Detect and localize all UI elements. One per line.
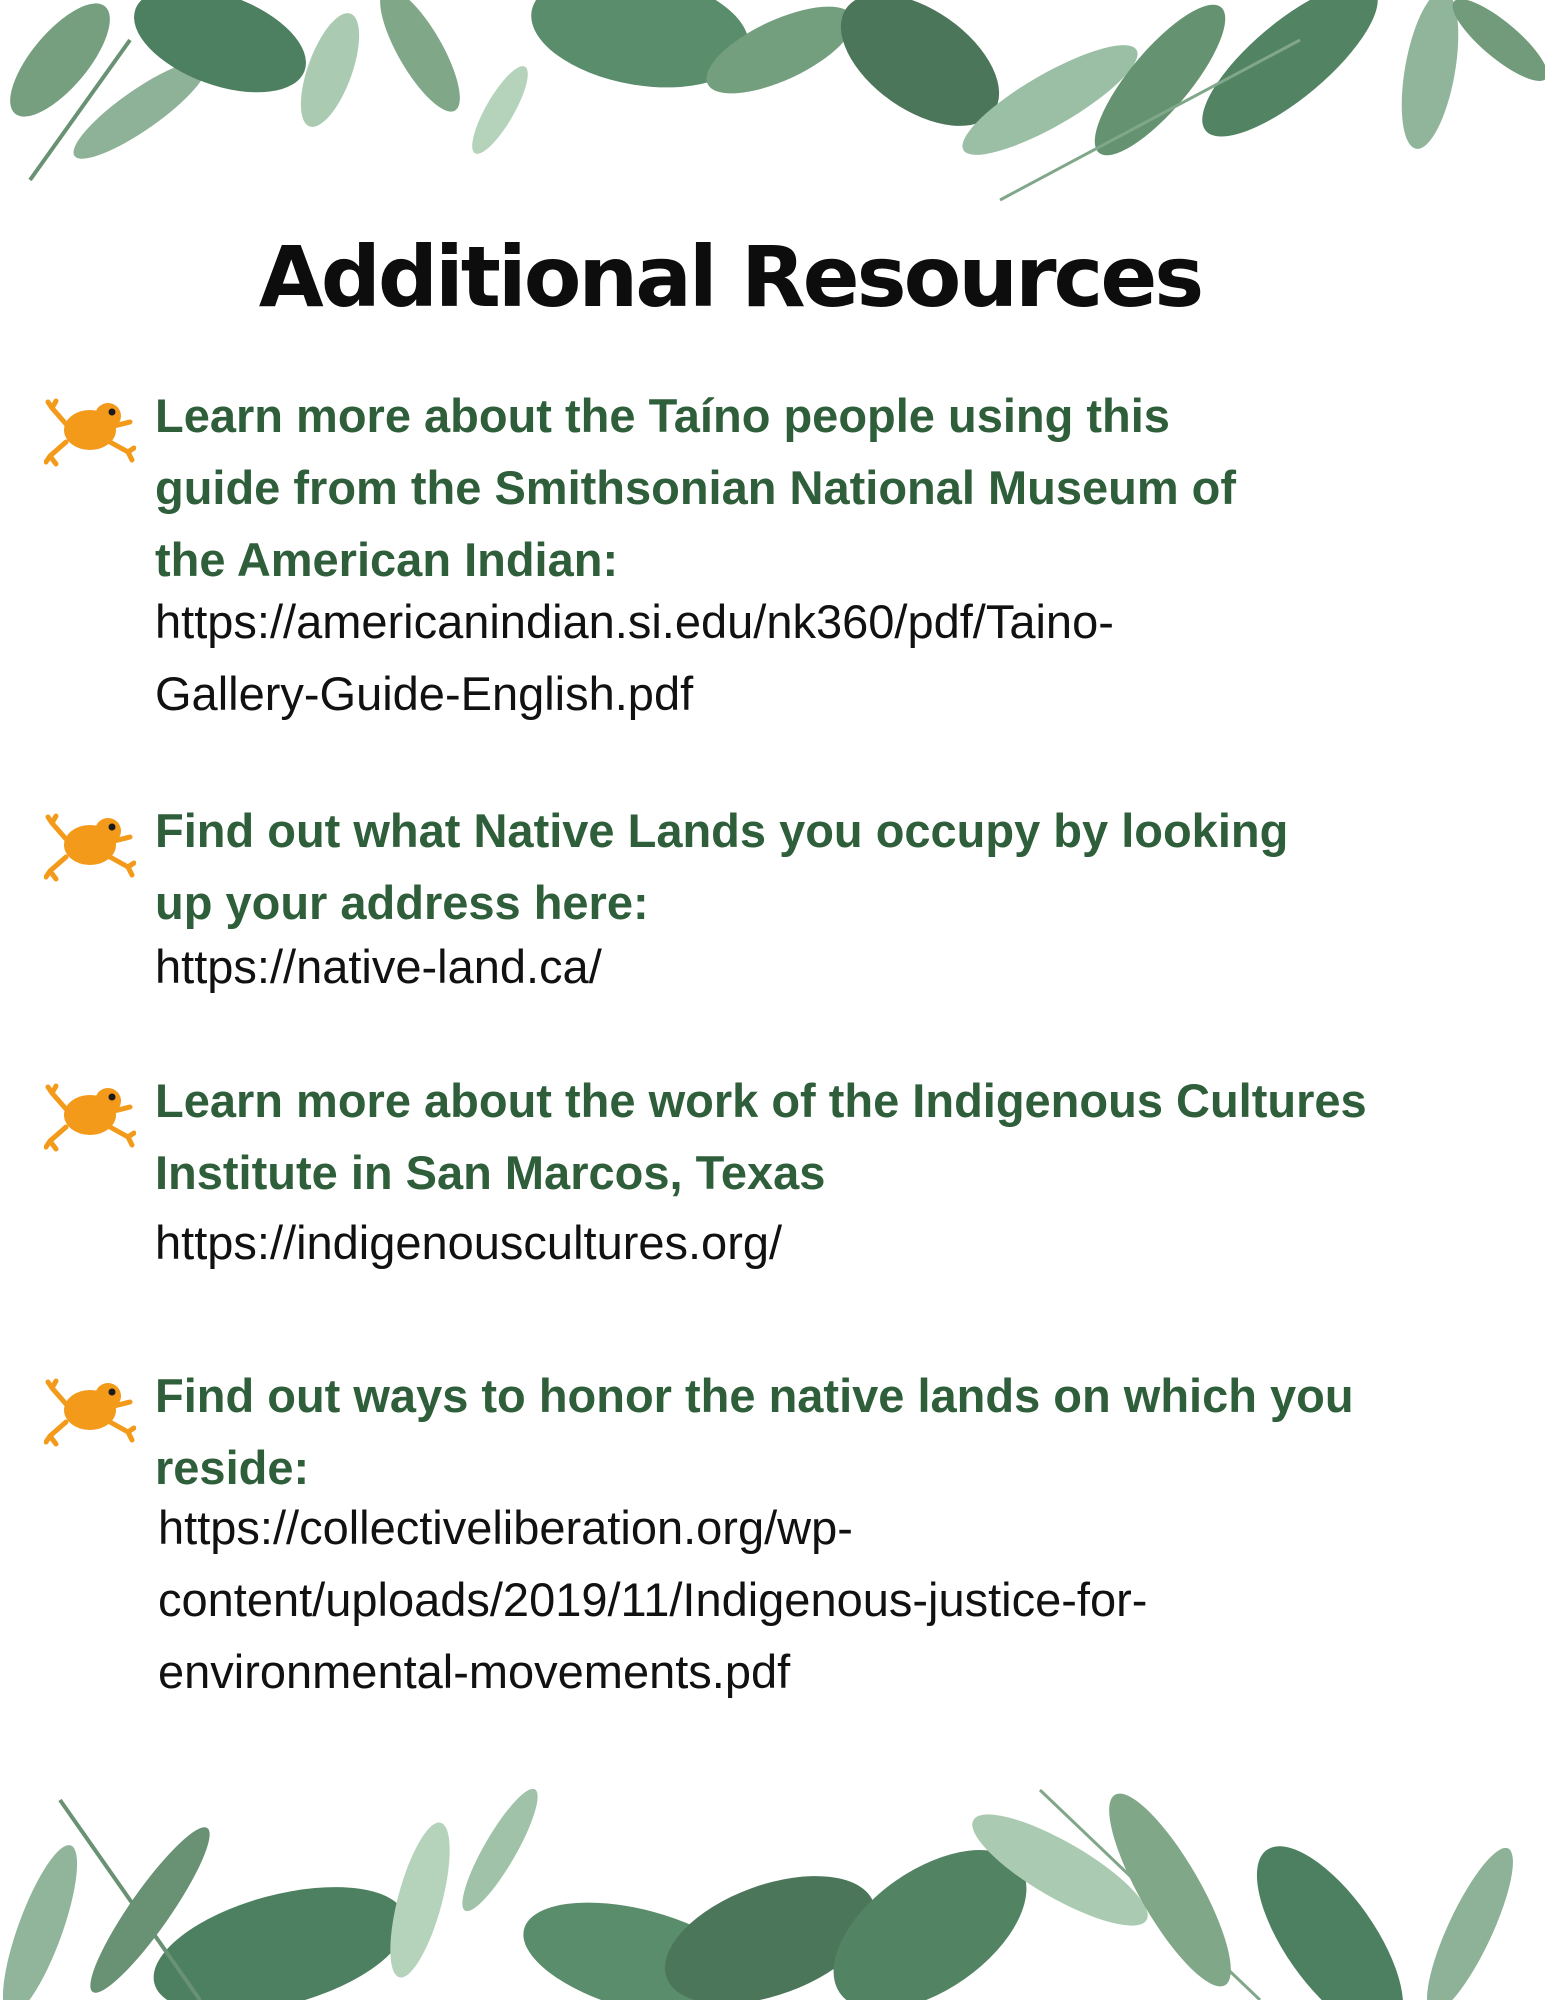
resource-heading-line: Find out what Native Lands you occupy by looking: [155, 804, 1289, 857]
resource-link[interactable]: https://native-land.ca/: [155, 940, 602, 993]
page-title: Additional Resources: [258, 228, 1202, 326]
resource-heading-line: up your address here:: [155, 876, 649, 929]
bottom-leaves-icon: [0, 1740, 1545, 2000]
resource-heading-line: Find out ways to honor the native lands on which you: [155, 1369, 1354, 1422]
resource-link[interactable]: https://americanindian.si.edu/nk360/pdf/Taino-: [155, 595, 1114, 648]
resource-link[interactable]: Gallery-Guide-English.pdf: [155, 667, 694, 720]
frog-icon: [44, 1366, 136, 1452]
resource-link[interactable]: https://indigenouscultures.org/: [155, 1216, 783, 1269]
resource-heading-line: Institute in San Marcos, Texas: [155, 1146, 826, 1199]
resource-link[interactable]: https://collectiveliberation.org/wp-: [158, 1501, 853, 1554]
resource-heading-line: guide from the Smithsonian National Museum of: [155, 461, 1237, 514]
resource-heading-line: the American Indian:: [155, 533, 619, 586]
resource-heading-line: reside:: [155, 1441, 310, 1494]
frog-icon: [44, 801, 136, 887]
resource-link[interactable]: environmental-movements.pdf: [158, 1645, 791, 1698]
resource-heading-line: Learn more about the Taíno people using this: [155, 389, 1170, 442]
top-leaves-icon: [0, 0, 1545, 240]
frog-icon: [44, 1071, 136, 1157]
resource-link[interactable]: content/uploads/2019/11/Indigenous-justice-for-: [158, 1573, 1148, 1626]
frog-icon: [44, 386, 136, 472]
resource-heading-line: Learn more about the work of the Indigenous Cultures: [155, 1074, 1367, 1127]
